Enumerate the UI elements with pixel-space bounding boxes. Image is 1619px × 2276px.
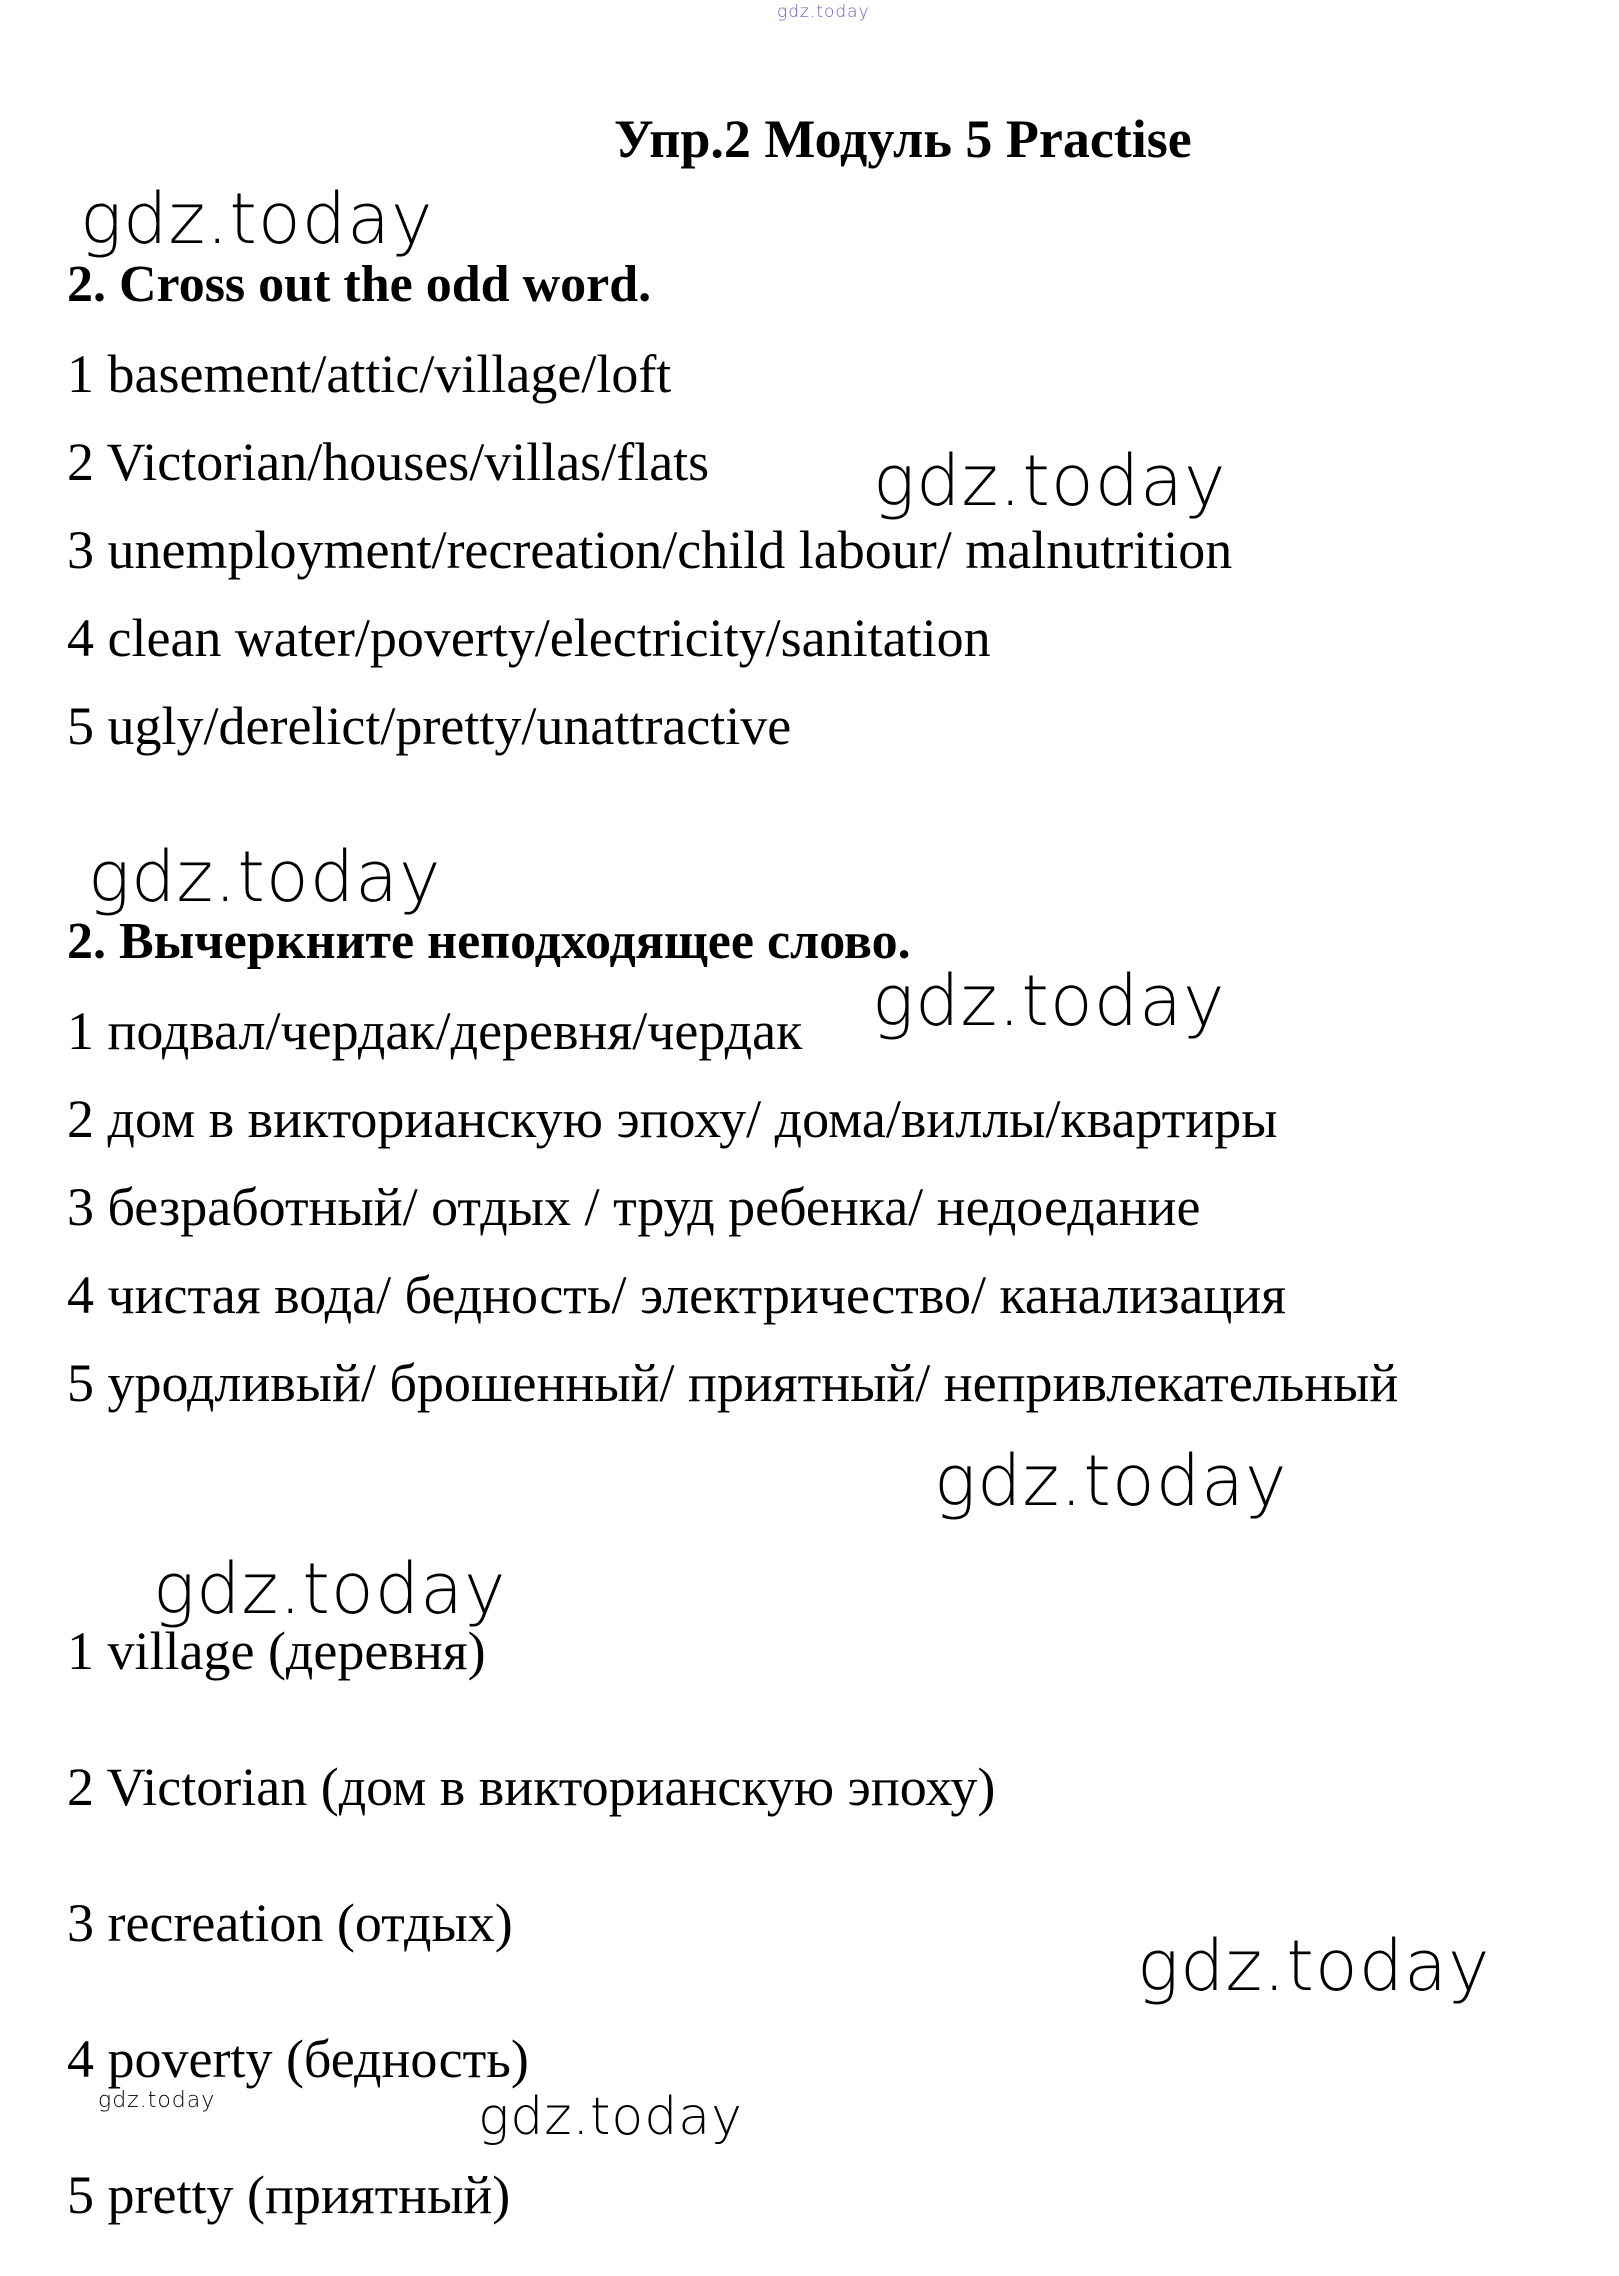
answer-item: 3 recreation (отдых): [67, 1893, 513, 1953]
english-item: 4 clean water/poverty/electricity/sanitation: [67, 608, 991, 668]
watermark: gdz.today: [88, 836, 442, 918]
answer-item: 5 pretty (приятный): [67, 2165, 511, 2225]
english-item: 1 basement/attic/village/loft: [67, 344, 672, 404]
watermark: gdz.today: [80, 178, 434, 260]
russian-item: 3 безработный/ отдых / труд ребенка/ недоедание: [67, 1177, 1201, 1237]
russian-heading: 2. Вычеркните неподходящее слово.: [67, 913, 911, 970]
answer-item: 4 poverty (бедность): [67, 2029, 529, 2089]
watermark: gdz.today: [872, 960, 1226, 1042]
watermark-small: gdz.today: [98, 2088, 216, 2113]
watermark: gdz.today: [934, 1440, 1288, 1522]
english-item: 2 Victorian/houses/villas/flats: [67, 432, 710, 492]
page-title: Упр.2 Модуль 5 Practise: [614, 109, 1192, 169]
watermark-top: gdz.today: [777, 2, 870, 22]
russian-item: 2 дом в викторианскую эпоху/ дома/виллы/квартиры: [67, 1089, 1278, 1149]
russian-item: 5 уродливый/ брошенный/ приятный/ непривлекательный: [67, 1353, 1399, 1413]
answer-item: 2 Victorian (дом в викторианскую эпоху): [67, 1757, 996, 1817]
watermark: gdz.today: [153, 1548, 507, 1630]
watermark: gdz.today: [873, 440, 1227, 522]
russian-item: 4 чистая вода/ бедность/ электричество/ канализация: [67, 1265, 1287, 1325]
english-item: 3 unemployment/recreation/child labour/ malnutrition: [67, 520, 1233, 580]
english-item: 5 ugly/derelict/pretty/unattractive: [67, 696, 792, 756]
english-heading: 2. Cross out the odd word.: [67, 256, 652, 313]
watermark: gdz.today: [1137, 1925, 1491, 2007]
russian-item: 1 подвал/чердак/деревня/чердак: [67, 1001, 803, 1061]
answer-item: 1 village (деревня): [67, 1621, 486, 1681]
watermark: gdz.today: [478, 2087, 743, 2147]
